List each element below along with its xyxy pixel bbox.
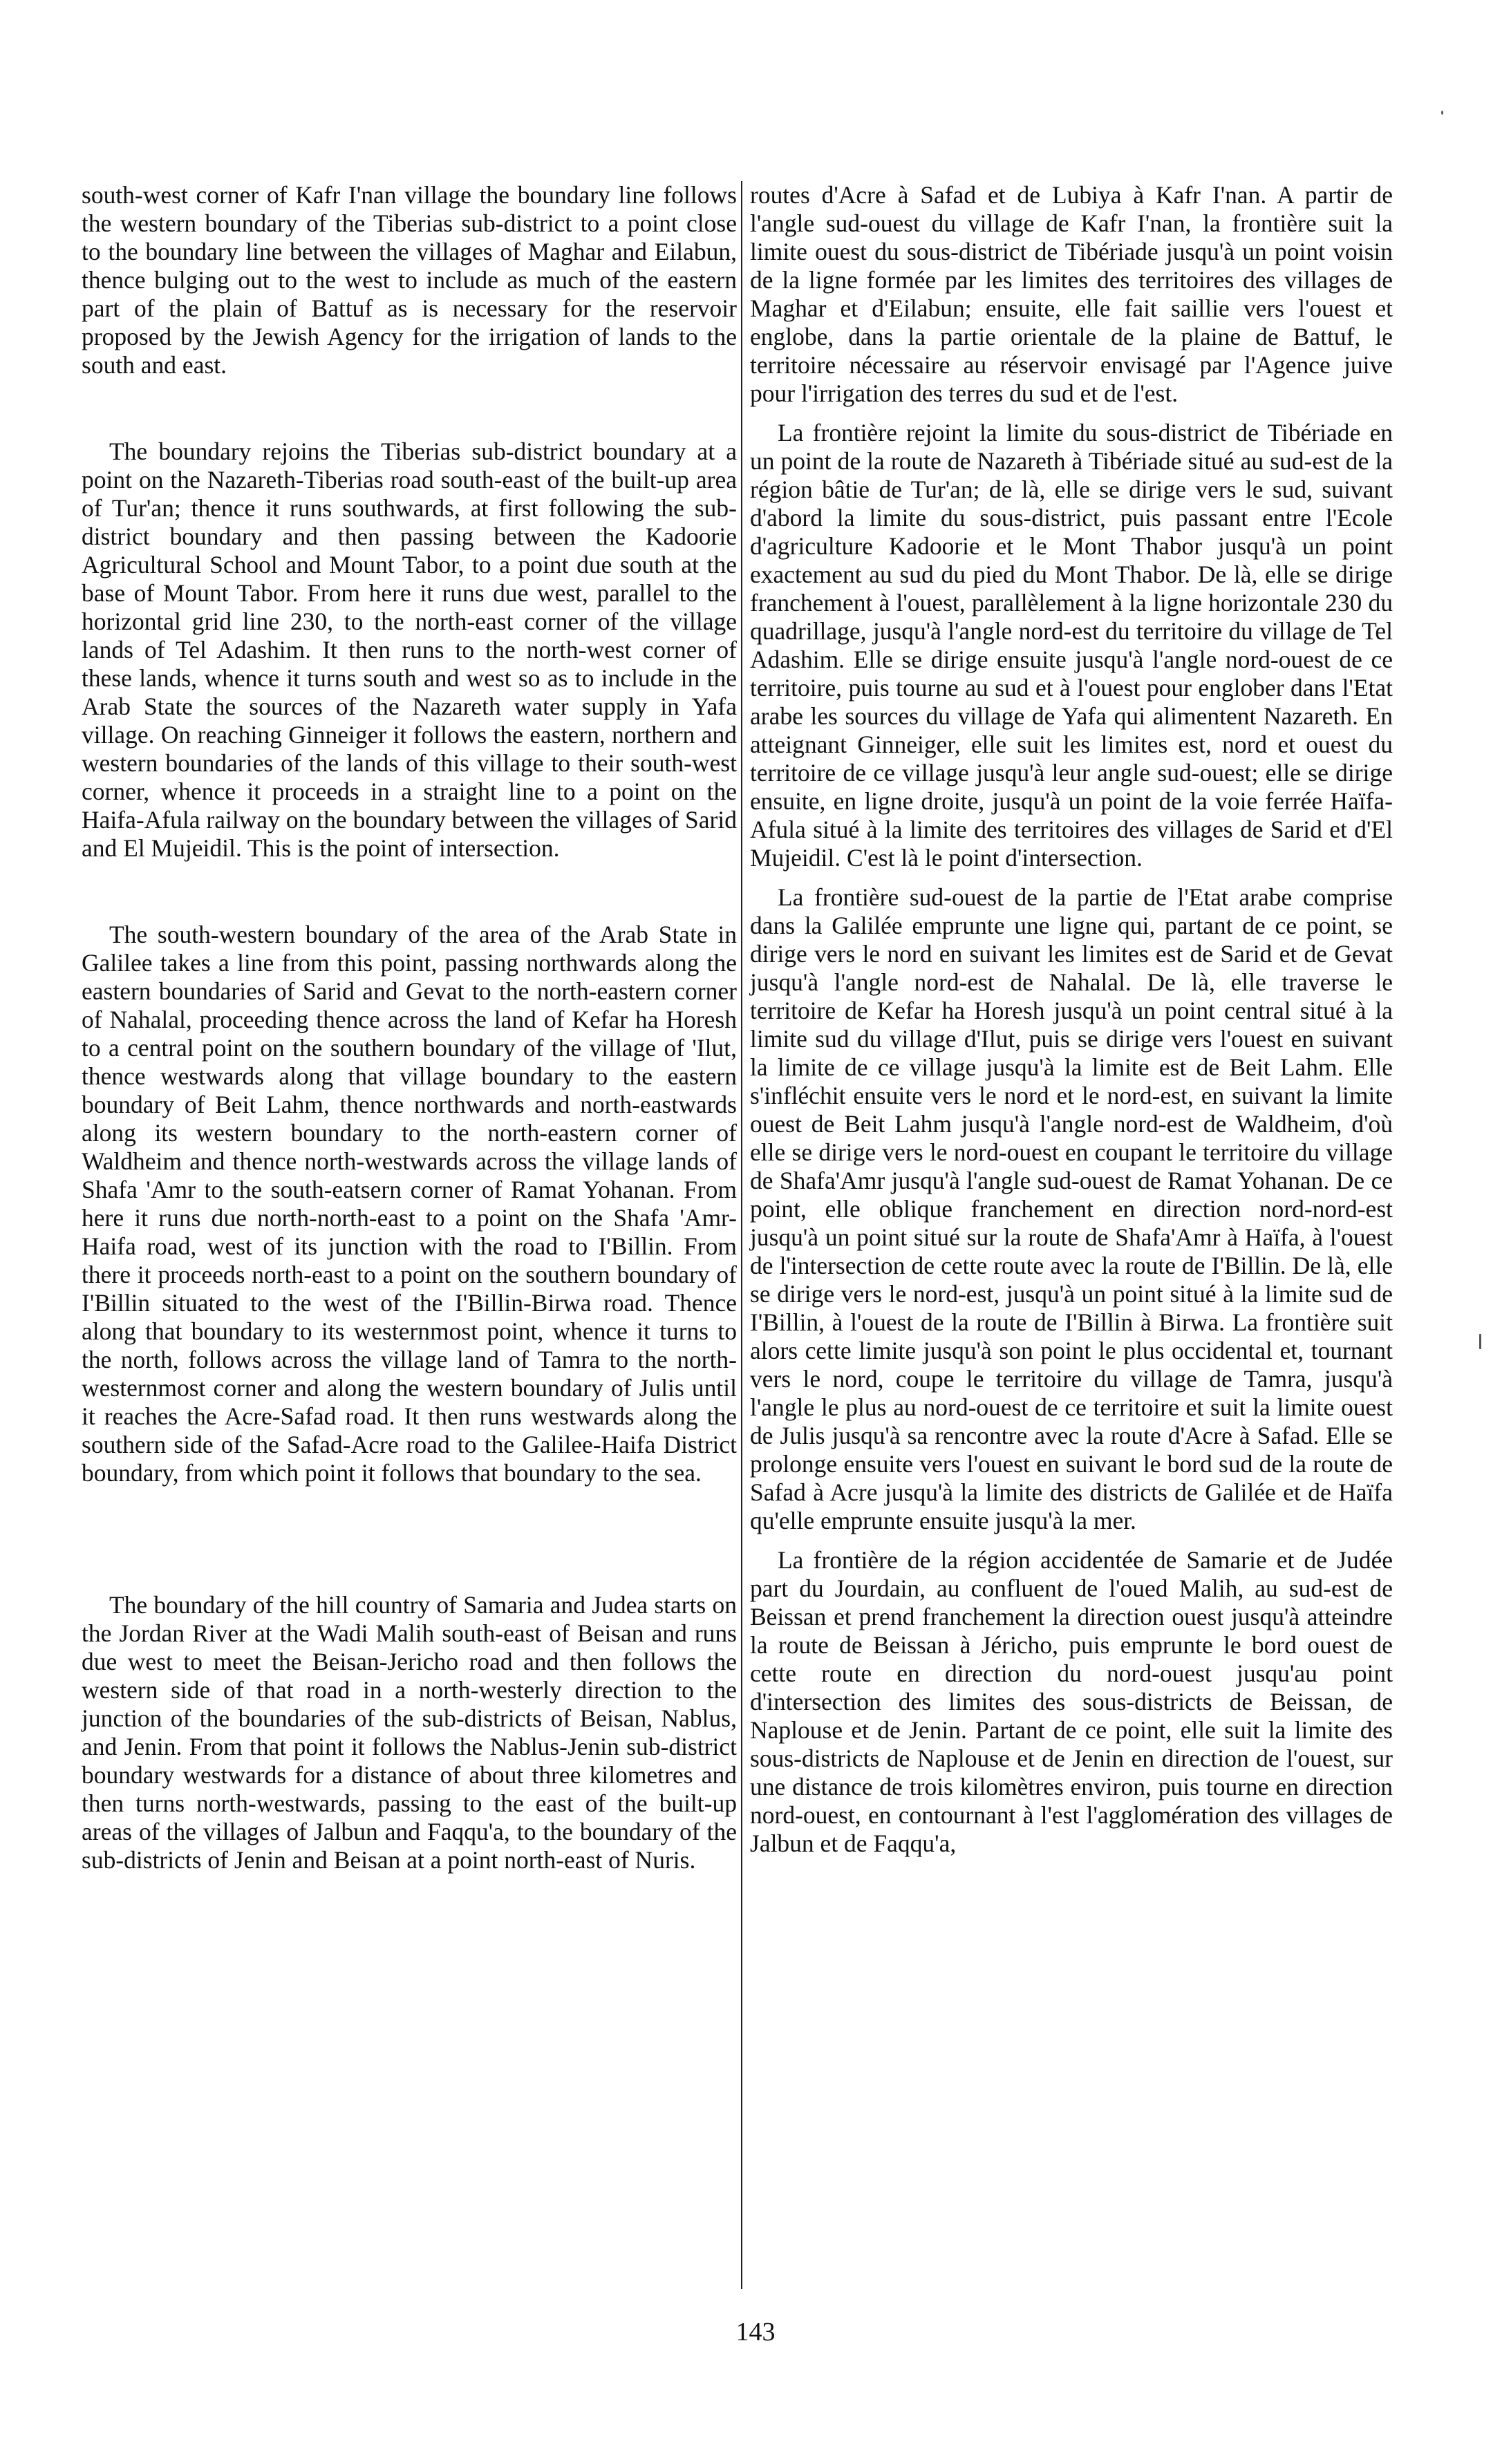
column-rule	[741, 181, 742, 2289]
french-paragraph-3: La frontière sud-ouest de la partie de l'Etat arabe comprise dans la Galilée emprunte une ligne qui, partant de ce point, se dirige vers le nord en suivant les limites est de Sarid et de Gevat jusqu'à l'angle nord-est de Nahalal. De là, elle traverse le territoire de Kefar ha Horesh jusqu'à un point central situé à la limite sud du village d'Ilut, puis se dirige vers l'ouest en suivant la limite de ce village jusqu'à la limite est de Beit Lahm. Elle s'infléchit ensuite vers le nord et le nord-est, en suivant la limite ouest de Beit Lahm jusqu'à l'angle nord-est de Waldheim, d'où elle se dirige vers le nord-ouest en coupant le territoire du village de Shafa'Amr jusqu'à l'angle sud-ouest de Ramat Yohanan. De ce point, elle oblique franchement en direction nord-nord-est jusqu'à un point situé sur la route de Shafa'Amr à Haïfa, à l'ouest de l'intersection de cette route avec la route de I'Billin. De là, elle se dirige vers le nord-est, jusqu'à un point situé à la limite sud de I'Billin, à l'ouest de la route de I'Billin à Birwa. La frontière suit alors cette limite jusqu'à son point le plus occidental et, tournant vers le nord, coupe le territoire du village de Tamra, jusqu'à l'angle le plus au nord-ouest de ce territoire et suit la limite ouest de Julis jusqu'à sa rencontre avec la route d'Acre à Safad. Elle se prolonge ensuite vers l'ouest en suivant le bord sud de la route de Safad à Acre jusqu'à la limite des districts de Galilée et de Haïfa qu'elle emprunte ensuite jusqu'à la mer.	[750, 883, 1393, 1534]
french-paragraph-2: La frontière rejoint la limite du sous-district de Tibériade en un point de la route de Nazareth à Tibériade situé au sud-est de la région bâtie de Tur'an; de là, elle se dirige vers le sud, suivant d'abord la limite du sous-district, puis passant entre l'Ecole d'agriculture Kadoorie et le Mont Thabor jusqu'à un point exactement au sud du pied du Mont Thabor. De là, elle se dirige franchement à l'ouest, parallèlement à la ligne horizontale 230 du quadrillage, jusqu'à l'angle nord-est du territoire du village de Tel Adashim. Elle se dirige ensuite jusqu'à l'angle nord-ouest de ce territoire, puis tourne au sud et à l'ouest pour englober dans l'Etat arabe les sources du village de Yafa qui alimentent Nazareth. En atteignant Ginneiger, elle suit les limites est, nord et ouest du territoire de ce village jusqu'à leur angle sud-ouest; elle se dirige ensuite, en ligne droite, jusqu'à un point de la voie ferrée Haïfa-Afula situé à la limite des territoires des villages de Sarid et d'El Mujeidil. C'est là le point d'intersection.	[750, 419, 1393, 872]
scan-speck	[1479, 1334, 1481, 1349]
english-paragraph-1: south-west corner of Kafr I'nan village the boundary line follows the western boundary of the Tiberias sub-district to a point close to the boundary line between the villages of Maghar and Eilabun, thence bulging out to the west to include as much of the eastern part of the plain of Battuf as is necessary for the reservoir proposed by the Jewish Agency for the irrigation of lands to the south and east.	[82, 181, 737, 379]
english-paragraph-4: The boundary of the hill country of Samaria and Judea starts on the Jordan River at the Wadi Malih south-east of Beisan and runs due west to meet the Beisan-Jericho road and then follows the western side of that road in a north-westerly direction to the junction of the boundaries of the sub-districts of Beisan, Nablus, and Jenin. From that point it follows the Nablus-Jenin sub-district boundary westwards for a distance of about three kilometres and then turns north-westwards, passing to the east of the built-up areas of the villages of Jalbun and Faqqu'a, to the boundary of the sub-districts of Jenin and Beisan at a point north-east of Nuris.	[82, 1591, 737, 1874]
english-paragraph-2: The boundary rejoins the Tiberias sub-district boundary at a point on the Nazareth-Tiberias road south-east of the built-up area of Tur'an; thence it runs southwards, at first following the sub-district boundary and then passing between the Kadoorie Agricultural School and Mount Tabor, to a point due south at the base of Mount Tabor. From here it runs due west, parallel to the horizontal grid line 230, to the north-east corner of the village lands of Tel Adashim. It then runs to the north-west corner of these lands, whence it turns south and west so as to include in the Arab State the sources of the Nazareth water supply in Yafa village. On reaching Ginneiger it follows the eastern, northern and western boundaries of the lands of this village to their south-west corner, whence it proceeds in a straight line to a point on the Haifa-Afula railway on the boundary between the villages of Sarid and El Mujeidil. This is the point of intersection.	[82, 438, 737, 862]
french-paragraph-1: routes d'Acre à Safad et de Lubiya à Kafr I'nan. A partir de l'angle sud-ouest du village de Kafr I'nan, la frontière suit la limite ouest du sous-district de Tibériade jusqu'à un point voisin de la ligne formée par les limites des territoires des villages de Maghar et d'Eilabun; ensuite, elle fait saillie vers l'ouest et englobe, dans la partie orientale de la plaine de Battuf, le territoire nécessaire au réservoir envisagé par l'Agence juive pour l'irrigation des terres du sud et de l'est.	[750, 181, 1393, 407]
scan-speck	[1441, 111, 1443, 115]
french-column	[750, 181, 1393, 1858]
english-column	[82, 181, 737, 1874]
page-number: 143	[735, 2317, 776, 2347]
french-paragraph-4: La frontière de la région accidentée de Samarie et de Judée part du Jourdain, au confluent de l'oued Malih, au sud-est de Beissan et prend franchement la direction ouest jusqu'à atteindre la route de Beissan à Jéricho, puis emprunte le bord ouest de cette route en direction du nord-ouest jusqu'au point d'intersection des limites des sous-districts de Beissan, de Naplouse et de Jenin. Partant de ce point, elle suit la limite des sous-districts de Naplouse et de Jenin en direction de l'ouest, sur une distance de trois kilomètres environ, puis tourne en direction nord-ouest, en contournant à l'est l'agglomération des villages de Jalbun et de Faqqu'a,	[750, 1546, 1393, 1857]
english-paragraph-3: The south-western boundary of the area of the Arab State in Galilee takes a line from this point, passing northwards along the eastern boundaries of Sarid and Gevat to the north-eastern corner of Nahalal, proceeding thence across the land of Kefar ha Horesh to a central point on the southern boundary of the village of 'Ilut, thence westwards along that village boundary to the eastern boundary of Beit Lahm, thence northwards and north-eastwards along its western boundary to the north-eastern corner of Waldheim and thence north-westwards across the village lands of Shafa 'Amr to the south-eatsern corner of Ramat Yohanan. From here it runs due north-north-east to a point on the Shafa 'Amr-Haifa road, west of its junction with the road to I'Billin. From there it proceeds north-east to a point on the southern boundary of I'Billin situated to the west of the I'Billin-Birwa road. Thence along that boundary to its westernmost point, whence it turns to the north, follows across the village land of Tamra to the north-westernmost corner and along the western boundary of Julis until it reaches the Acre-Safad road. It then runs westwards along the southern side of the Safad-Acre road to the Galilee-Haifa District boundary, from which point it follows that boundary to the sea.	[82, 921, 737, 1487]
